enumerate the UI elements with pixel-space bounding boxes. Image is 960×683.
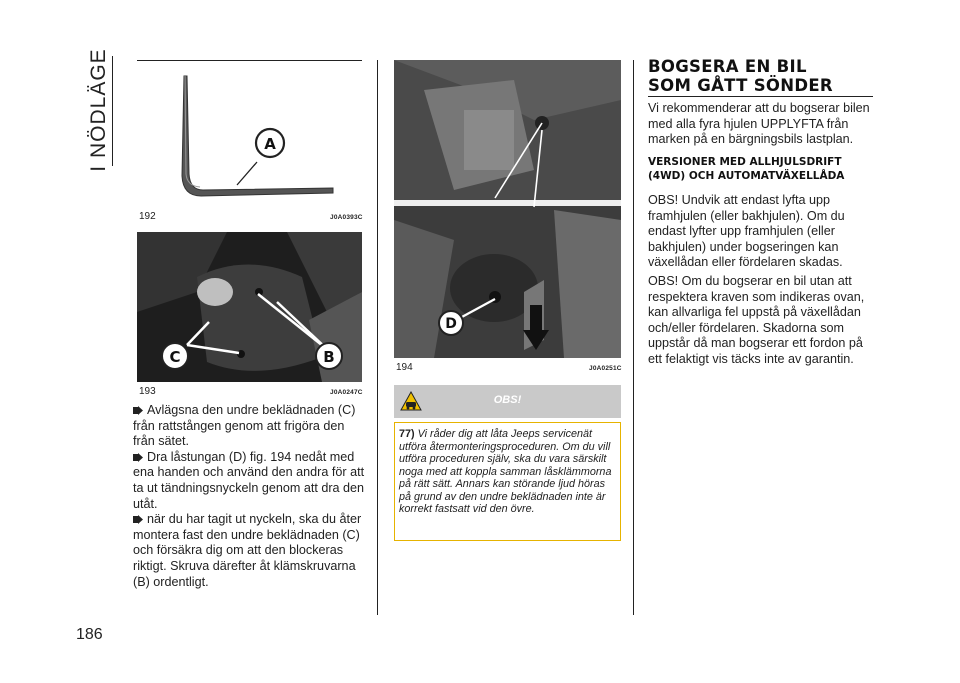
figure-number: 193 (139, 386, 156, 397)
figure-193 (137, 232, 362, 382)
step-item: när du har tagit ut nyckeln, ska du åter montera fast den undre beklädnaden (C) och försäkra dig om att den blockeras riktigt. Skruva därefter åt klämskruvarna (B) ordentligt. (133, 512, 362, 589)
obs-title: OBS! (493, 394, 522, 406)
column-divider-1 (377, 60, 378, 615)
column-divider-2 (633, 60, 634, 615)
section-title: I NÖDLÄGE (87, 48, 110, 172)
figure-code: J0A0393C (330, 214, 363, 221)
figure-code: J0A0247C (330, 389, 363, 396)
step-arrow-icon (133, 406, 143, 415)
heading-rule (648, 96, 873, 97)
step-arrow-icon (133, 515, 143, 524)
note-text: Vi råder dig att låta Jeeps servicenät utföra återmonteringsproceduren. Om du vill utföra proceduren själv, ska du vara särskilt noga med att koppla samman låsklämmorna på rätt sätt. Annars kan störande ljud höras på grund av den undre beklädnaden inte är korrekt fastsatt vid den övre. (399, 428, 612, 515)
figure-194 (394, 60, 621, 358)
intro-paragraph: Vi rekommenderar att du bogserar bilen med alla fyra hjulen UPPLYFTA från marken på en bärgningsbils lastplan. (648, 101, 870, 147)
figure-code: J0A0251C (589, 365, 622, 372)
figure-label-b: B (323, 348, 335, 366)
paragraph-1: OBS! Undvik att endast lyfta upp framhjulen (eller bakhjulen). Om du endast lyfter upp framhjulen (eller bakhjulen) under bogseringen kan växellådan eller fördelaren skadas. (648, 193, 845, 270)
figure-number: 194 (396, 362, 413, 373)
paragraph-2: OBS! Om du bogserar en bil utan att respektera kraven som indikeras ovan, kan allvarliga fel uppstå på växellådan och/eller fördelaren. Skadorna som uppstår då man bogserar ett fordon på ett felaktigt vis täcks inte av garantin. (648, 274, 865, 366)
obs-header (394, 385, 621, 418)
section-heading: BOGSERA EN BIL SOM GÅTT SÖNDER (648, 57, 833, 95)
subheading: VERSIONER MED ALLHJULSDRIFT (4WD) OCH AUTOMATVÄXELLÅDA (648, 156, 845, 182)
figure-label-a: A (264, 135, 276, 153)
note-number: 77) (399, 428, 415, 440)
figure-192 (137, 62, 362, 206)
figure-top-rule (137, 60, 362, 61)
figure-number: 192 (139, 211, 156, 222)
step-arrow-icon (133, 453, 143, 462)
obs-note (394, 422, 621, 541)
section-rule (112, 56, 113, 166)
steering-column-photo (137, 232, 362, 382)
page-number: 186 (76, 626, 103, 643)
steps-list (133, 403, 368, 590)
hex-key-illustration (137, 62, 362, 206)
ignition-lock-photo (394, 60, 621, 358)
figure-label-d: D (445, 316, 457, 332)
step-item: Avlägsna den undre beklädnaden (C) från rattstången genom att frigöra den från sätet. (133, 403, 356, 449)
figure-label-c: C (169, 348, 181, 366)
step-item: Dra låstungan (D) fig. 194 nedåt med ena handen och använd den andra för att ta ut tändningsnyckeln genom att dra den utåt. (133, 449, 365, 511)
